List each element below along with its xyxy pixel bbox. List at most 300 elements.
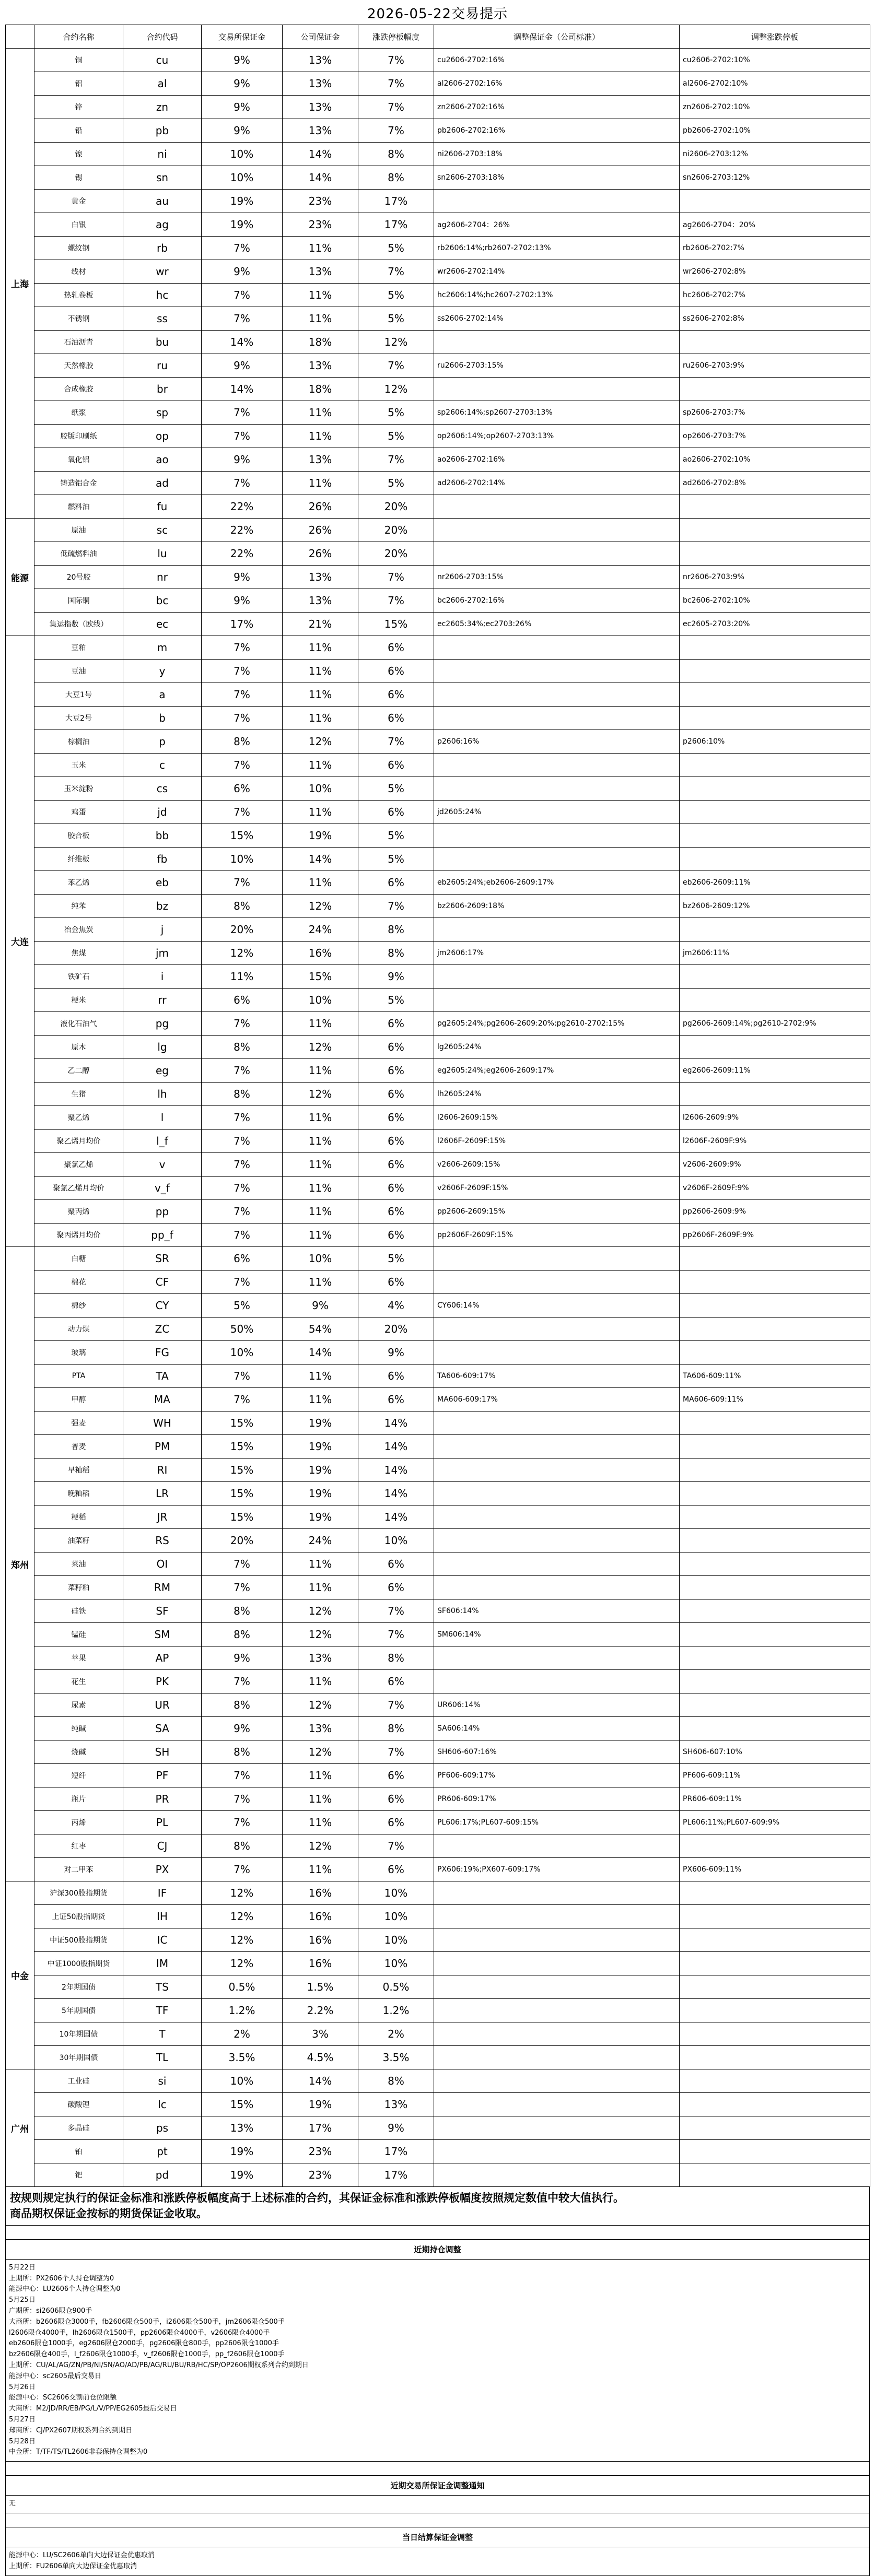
contract-code: T	[123, 2022, 202, 2046]
adjusted-margin	[434, 1505, 680, 1529]
table-row	[6, 1130, 870, 1153]
company-margin: 19%	[283, 1482, 358, 1505]
section-line: l2606限仓4000手，lh2606限仓1500手，pp2606限仓4000手，v2606限仓4000手	[9, 2328, 270, 2337]
contract-name: 锰硅	[34, 1623, 123, 1646]
contract-name: 2年期国债	[34, 1975, 123, 1999]
price-limit: 14%	[358, 1482, 434, 1505]
contract-code: cs	[123, 777, 202, 801]
table-row	[6, 49, 870, 72]
contract-name: 锡	[34, 166, 123, 190]
contract-name: 10年期国债	[34, 2022, 123, 2046]
table-row	[6, 2022, 870, 2046]
price-limit: 7%	[358, 730, 434, 754]
adjusted-limit: MA606-609:11%	[680, 1388, 870, 1411]
adjusted-margin	[434, 1670, 680, 1693]
contract-code: pb	[123, 119, 202, 143]
contract-code: CY	[123, 1294, 202, 1318]
contract-name: 纯碱	[34, 1717, 123, 1740]
contract-code: SR	[123, 1247, 202, 1271]
company-margin: 11%	[283, 1670, 358, 1693]
contract-name: 强麦	[34, 1411, 123, 1435]
exchange-margin: 6%	[202, 777, 283, 801]
table-row	[6, 284, 870, 307]
company-margin: 11%	[283, 1576, 358, 1599]
contract-code: au	[123, 190, 202, 213]
table-row	[6, 824, 870, 848]
company-margin: 12%	[283, 895, 358, 918]
table-row	[6, 1036, 870, 1059]
contract-code: bb	[123, 824, 202, 848]
company-margin: 11%	[283, 1106, 358, 1130]
adjusted-margin: ss2606-2702:14%	[434, 307, 680, 331]
contract-code: TS	[123, 1975, 202, 1999]
table-row	[6, 1247, 870, 1271]
adjusted-margin	[434, 1458, 680, 1482]
section-line: 5月28日	[9, 2437, 36, 2445]
company-margin: 12%	[283, 1036, 358, 1059]
adjusted-margin	[434, 1271, 680, 1294]
price-limit: 6%	[358, 636, 434, 660]
adjusted-margin	[434, 331, 680, 354]
contract-name: 不锈钢	[34, 307, 123, 331]
adjusted-limit	[680, 989, 870, 1012]
exchange-label: 能源	[6, 519, 34, 636]
contract-code: TA	[123, 1365, 202, 1388]
contract-code: c	[123, 754, 202, 777]
exchange-margin: 8%	[202, 1834, 283, 1858]
contract-name: 多晶硅	[34, 2116, 123, 2140]
adjusted-margin	[434, 190, 680, 213]
price-limit: 6%	[358, 1200, 434, 1224]
adjusted-limit	[680, 190, 870, 213]
company-margin: 18%	[283, 331, 358, 354]
exchange-margin: 19%	[202, 213, 283, 237]
section-line: 5月25日	[9, 2296, 36, 2304]
contract-code: pp_f	[123, 1224, 202, 1247]
contract-code: bc	[123, 589, 202, 613]
contract-name: 黄金	[34, 190, 123, 213]
table-row	[6, 1834, 870, 1858]
company-margin: 11%	[283, 1153, 358, 1177]
contract-name: 原油	[34, 519, 123, 542]
contract-code: JR	[123, 1505, 202, 1529]
contract-name: 苯乙烯	[34, 871, 123, 895]
price-limit: 14%	[358, 1411, 434, 1435]
column-header: 公司保证金	[283, 25, 358, 49]
company-margin: 11%	[283, 636, 358, 660]
price-limit: 5%	[358, 989, 434, 1012]
table-row	[6, 72, 870, 96]
price-limit: 6%	[358, 1036, 434, 1059]
table-row	[6, 1200, 870, 1224]
exchange-margin: 7%	[202, 307, 283, 331]
table-row	[6, 1365, 870, 1388]
contract-code: fu	[123, 495, 202, 519]
company-margin: 10%	[283, 989, 358, 1012]
adjusted-margin	[434, 519, 680, 542]
table-row	[6, 260, 870, 284]
contract-name: 聚丙烯月均价	[34, 1224, 123, 1247]
price-limit: 7%	[358, 49, 434, 72]
price-limit: 6%	[358, 1552, 434, 1576]
contract-name: 国际铜	[34, 589, 123, 613]
section-body	[5, 2496, 870, 2513]
company-margin: 16%	[283, 1905, 358, 1928]
column-header: 交易所保证金	[202, 25, 283, 49]
exchange-margin: 6%	[202, 989, 283, 1012]
adjusted-margin: l2606F-2609F:15%	[434, 1130, 680, 1153]
price-limit: 9%	[358, 965, 434, 989]
table-row	[6, 1999, 870, 2022]
contract-code: nr	[123, 566, 202, 589]
price-limit: 12%	[358, 378, 434, 401]
company-margin: 11%	[283, 1764, 358, 1787]
adjusted-limit	[680, 1670, 870, 1693]
company-margin: 12%	[283, 1083, 358, 1106]
table-row	[6, 1975, 870, 1999]
price-limit: 7%	[358, 589, 434, 613]
exchange-margin: 8%	[202, 1599, 283, 1623]
section-title: 近期交易所保证金调整通知	[5, 2476, 870, 2496]
table-row	[6, 1318, 870, 1341]
contract-name: 短纤	[34, 1764, 123, 1787]
exchange-margin: 14%	[202, 331, 283, 354]
price-limit: 8%	[358, 918, 434, 942]
contract-code: pg	[123, 1012, 202, 1036]
exchange-margin: 15%	[202, 2093, 283, 2116]
table-row	[6, 354, 870, 378]
adjusted-margin	[434, 754, 680, 777]
table-body	[6, 49, 870, 2187]
adjusted-margin	[434, 2093, 680, 2116]
company-margin: 13%	[283, 589, 358, 613]
adjusted-margin	[434, 1928, 680, 1952]
price-limit: 7%	[358, 1623, 434, 1646]
page-title: 2026-05-22交易提示	[367, 6, 508, 22]
price-limit: 5%	[358, 401, 434, 425]
price-limit: 4%	[358, 1294, 434, 1318]
company-margin: 11%	[283, 660, 358, 683]
price-limit: 10%	[358, 1529, 434, 1552]
contract-code: LR	[123, 1482, 202, 1505]
adjusted-margin: SA606:14%	[434, 1717, 680, 1740]
contract-name: 聚氯乙烯月均价	[34, 1177, 123, 1200]
adjusted-limit	[680, 1576, 870, 1599]
contract-name: 燃料油	[34, 495, 123, 519]
exchange-margin: 10%	[202, 166, 283, 190]
exchange-margin: 8%	[202, 1740, 283, 1764]
table-row	[6, 1177, 870, 1200]
price-limit: 7%	[358, 72, 434, 96]
price-limit: 5%	[358, 425, 434, 448]
price-limit: 6%	[358, 1365, 434, 1388]
section-line: 大商所：M2/JD/RR/EB/PG/L/V/PP/EG2605最后交易日	[9, 2405, 177, 2413]
exchange-margin: 11%	[202, 965, 283, 989]
contract-name: 氧化铝	[34, 448, 123, 472]
adjusted-limit: wr2606-2702:8%	[680, 260, 870, 284]
table-row	[6, 472, 870, 495]
company-margin: 14%	[283, 848, 358, 871]
margin-table	[5, 25, 870, 2187]
company-margin: 12%	[283, 1740, 358, 1764]
table-row	[6, 801, 870, 824]
table-row	[6, 1153, 870, 1177]
adjusted-limit	[680, 378, 870, 401]
adjusted-margin: PF606-609:17%	[434, 1764, 680, 1787]
contract-code: RS	[123, 1529, 202, 1552]
table-row	[6, 1411, 870, 1435]
exchange-margin: 15%	[202, 1458, 283, 1482]
contract-code: TF	[123, 1999, 202, 2022]
company-margin: 4.5%	[283, 2046, 358, 2069]
adjusted-margin: jd2605:24%	[434, 801, 680, 824]
adjusted-margin: ec2605:34%;ec2703:26%	[434, 613, 680, 636]
exchange-margin: 7%	[202, 1787, 283, 1811]
contract-code: lc	[123, 2093, 202, 2116]
contract-code: SA	[123, 1717, 202, 1740]
contract-name: 纯苯	[34, 895, 123, 918]
exchange-margin: 10%	[202, 1341, 283, 1365]
price-limit: 10%	[358, 1905, 434, 1928]
adjusted-margin	[434, 2069, 680, 2093]
column-header: 合约名称	[34, 25, 123, 49]
contract-name: 胶合板	[34, 824, 123, 848]
trading-notice-sheet	[5, 0, 870, 2576]
adjusted-margin: SF606:14%	[434, 1599, 680, 1623]
company-margin: 12%	[283, 1623, 358, 1646]
contract-name: 20号胶	[34, 566, 123, 589]
adjusted-limit	[680, 1928, 870, 1952]
contract-name: 30年期国债	[34, 2046, 123, 2069]
section-line: 广期所：si2606限仓900手	[9, 2307, 92, 2315]
table-row	[6, 213, 870, 237]
company-margin: 23%	[283, 190, 358, 213]
adjusted-margin: sn2606-2703:18%	[434, 166, 680, 190]
adjusted-margin	[434, 542, 680, 566]
contract-code: CF	[123, 1271, 202, 1294]
adjusted-limit: PL606:11%;PL607-609:9%	[680, 1811, 870, 1834]
company-margin: 13%	[283, 96, 358, 119]
adjusted-limit	[680, 1599, 870, 1623]
adjusted-margin	[434, 824, 680, 848]
adjusted-limit	[680, 660, 870, 683]
exchange-margin: 3.5%	[202, 2046, 283, 2069]
exchange-margin: 15%	[202, 1482, 283, 1505]
adjusted-limit	[680, 2046, 870, 2069]
company-margin: 23%	[283, 213, 358, 237]
contract-name: 甲醇	[34, 1388, 123, 1411]
price-limit: 6%	[358, 1153, 434, 1177]
contract-name: 乙二醇	[34, 1059, 123, 1083]
price-limit: 6%	[358, 1012, 434, 1036]
adjusted-margin: bc2606-2702:16%	[434, 589, 680, 613]
exchange-margin: 22%	[202, 519, 283, 542]
adjusted-margin: bz2606-2609:18%	[434, 895, 680, 918]
price-limit: 6%	[358, 1130, 434, 1153]
table-row	[6, 1764, 870, 1787]
contract-code: m	[123, 636, 202, 660]
adjusted-margin	[434, 2140, 680, 2163]
adjusted-limit	[680, 519, 870, 542]
contract-code: j	[123, 918, 202, 942]
contract-name: 生猪	[34, 1083, 123, 1106]
contract-code: ao	[123, 448, 202, 472]
section-line: 郑商所：CJ/PX2607期权系列合约到期日	[9, 2426, 133, 2434]
price-limit: 12%	[358, 331, 434, 354]
exchange-margin: 9%	[202, 49, 283, 72]
adjusted-limit: p2606:10%	[680, 730, 870, 754]
adjusted-margin	[434, 848, 680, 871]
table-row	[6, 1623, 870, 1646]
adjusted-limit	[680, 1271, 870, 1294]
exchange-margin: 5%	[202, 1294, 283, 1318]
contract-code: MA	[123, 1388, 202, 1411]
adjusted-limit	[680, 1318, 870, 1341]
contract-name: 线材	[34, 260, 123, 284]
contract-name: 鸡蛋	[34, 801, 123, 824]
company-margin: 11%	[283, 307, 358, 331]
contract-name: 铂	[34, 2140, 123, 2163]
company-margin: 26%	[283, 519, 358, 542]
contract-name: 菜油	[34, 1552, 123, 1576]
adjusted-limit	[680, 918, 870, 942]
contract-code: a	[123, 683, 202, 707]
contract-name: 纤维板	[34, 848, 123, 871]
company-margin: 11%	[283, 1200, 358, 1224]
company-margin: 12%	[283, 1834, 358, 1858]
table-row	[6, 401, 870, 425]
exchange-margin: 19%	[202, 2163, 283, 2187]
adjusted-margin	[434, 1529, 680, 1552]
price-limit: 20%	[358, 495, 434, 519]
contract-name: 豆粕	[34, 636, 123, 660]
price-limit: 17%	[358, 2140, 434, 2163]
contract-code: l	[123, 1106, 202, 1130]
exchange-margin: 7%	[202, 1811, 283, 1834]
price-limit: 7%	[358, 1740, 434, 1764]
company-margin: 11%	[283, 871, 358, 895]
contract-name: 原木	[34, 1036, 123, 1059]
adjusted-margin: cu2606-2702:16%	[434, 49, 680, 72]
adjusted-limit	[680, 542, 870, 566]
contract-code: b	[123, 707, 202, 730]
price-limit: 6%	[358, 1811, 434, 1834]
contract-name: 碳酸锂	[34, 2093, 123, 2116]
adjusted-limit: sp2606-2703:7%	[680, 401, 870, 425]
adjusted-limit	[680, 1646, 870, 1670]
exchange-label: 大连	[6, 636, 34, 1247]
adjusted-margin: pb2606-2702:16%	[434, 119, 680, 143]
price-limit: 7%	[358, 260, 434, 284]
contract-code: bu	[123, 331, 202, 354]
company-margin: 54%	[283, 1318, 358, 1341]
adjusted-margin	[434, 1834, 680, 1858]
adjusted-limit	[680, 1552, 870, 1576]
company-margin: 10%	[283, 1247, 358, 1271]
contract-code: ag	[123, 213, 202, 237]
company-margin: 12%	[283, 730, 358, 754]
contract-code: PL	[123, 1811, 202, 1834]
contract-code: PX	[123, 1858, 202, 1881]
adjusted-margin	[434, 1646, 680, 1670]
exchange-margin: 7%	[202, 472, 283, 495]
table-row	[6, 777, 870, 801]
contract-name: 晚籼稻	[34, 1482, 123, 1505]
price-limit: 5%	[358, 777, 434, 801]
company-margin: 13%	[283, 1717, 358, 1740]
table-row	[6, 1599, 870, 1623]
adjusted-limit	[680, 1881, 870, 1905]
adjusted-limit: PX606-609:11%	[680, 1858, 870, 1881]
adjusted-limit	[680, 1247, 870, 1271]
adjusted-limit: ni2606-2703:12%	[680, 143, 870, 166]
adjusted-margin: PL606:17%;PL607-609:15%	[434, 1811, 680, 1834]
contract-code: i	[123, 965, 202, 989]
contract-name: 玉米淀粉	[34, 777, 123, 801]
price-limit: 17%	[358, 2163, 434, 2187]
price-limit: 14%	[358, 1458, 434, 1482]
table-row	[6, 237, 870, 260]
contract-name: 早籼稻	[34, 1458, 123, 1482]
price-limit: 6%	[358, 1059, 434, 1083]
adjusted-margin: v2606F-2609F:15%	[434, 1177, 680, 1200]
table-row	[6, 730, 870, 754]
adjusted-limit	[680, 2093, 870, 2116]
price-limit: 13%	[358, 2093, 434, 2116]
exchange-margin: 8%	[202, 1623, 283, 1646]
adjusted-margin: SH606-607:16%	[434, 1740, 680, 1764]
adjusted-limit: pp2606-2609:9%	[680, 1200, 870, 1224]
contract-code: br	[123, 378, 202, 401]
company-margin: 11%	[283, 1059, 358, 1083]
contract-name: 镍	[34, 143, 123, 166]
company-margin: 19%	[283, 824, 358, 848]
adjusted-limit	[680, 1975, 870, 1999]
exchange-margin: 7%	[202, 1200, 283, 1224]
price-limit: 7%	[358, 1599, 434, 1623]
contract-code: IF	[123, 1881, 202, 1905]
price-limit: 17%	[358, 190, 434, 213]
company-margin: 14%	[283, 1341, 358, 1365]
table-row	[6, 190, 870, 213]
adjusted-limit	[680, 2140, 870, 2163]
contract-code: IH	[123, 1905, 202, 1928]
company-margin: 13%	[283, 354, 358, 378]
contract-name: 锌	[34, 96, 123, 119]
table-row	[6, 895, 870, 918]
adjusted-margin: lg2605:24%	[434, 1036, 680, 1059]
contract-name: 粳稻	[34, 1505, 123, 1529]
adjusted-limit: cu2606-2702:10%	[680, 49, 870, 72]
adjusted-limit	[680, 965, 870, 989]
company-margin: 23%	[283, 2163, 358, 2187]
contract-name: 螺纹钢	[34, 237, 123, 260]
price-limit: 6%	[358, 1177, 434, 1200]
contract-code: SH	[123, 1740, 202, 1764]
column-header	[6, 25, 34, 49]
contract-code: bz	[123, 895, 202, 918]
contract-code: CJ	[123, 1834, 202, 1858]
company-margin: 11%	[283, 425, 358, 448]
adjusted-limit	[680, 1411, 870, 1435]
exchange-margin: 20%	[202, 918, 283, 942]
exchange-margin: 7%	[202, 1271, 283, 1294]
section-line: 上期所：FU2606单向大边保证金优惠取消	[9, 2562, 137, 2570]
table-row	[6, 448, 870, 472]
contract-code: v	[123, 1153, 202, 1177]
exchange-margin: 7%	[202, 1059, 283, 1083]
adjusted-limit: ao2606-2702:10%	[680, 448, 870, 472]
